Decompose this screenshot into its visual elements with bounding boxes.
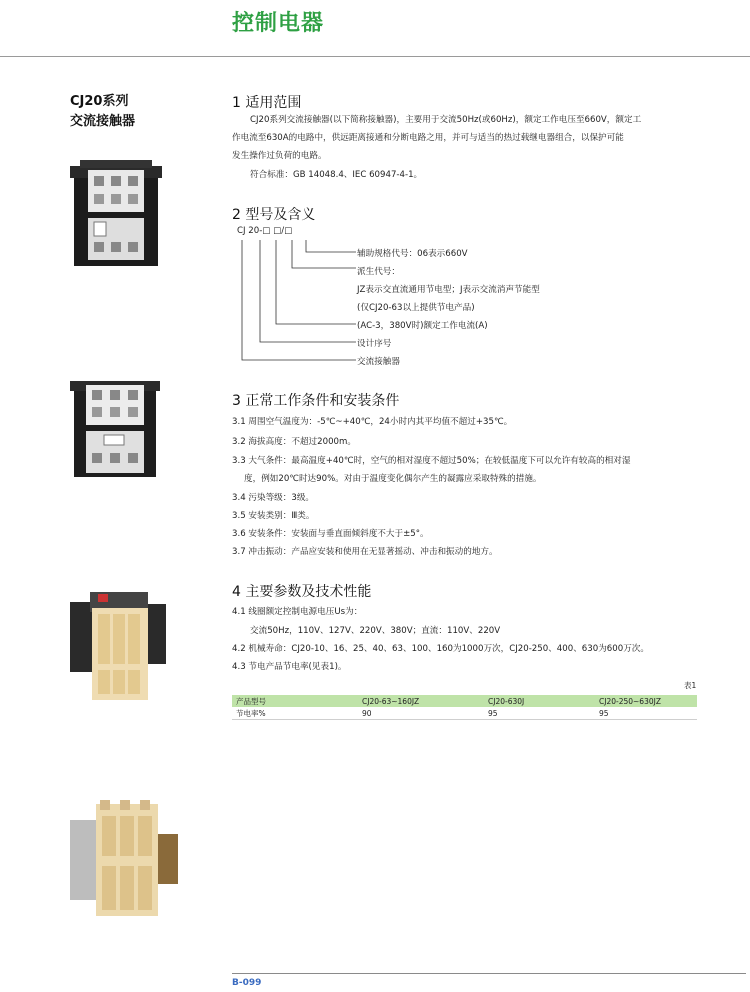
table-header-cell: CJ20-630J — [484, 695, 595, 707]
section-3-heading: 3 正常工作条件和安装条件 — [232, 393, 400, 409]
series-name: CJ20系列 — [70, 94, 129, 109]
table-cell: 95 — [484, 707, 595, 720]
table-cell: 90 — [358, 707, 484, 720]
condition-item-cont: 度，例如20℃时达90%。对由于温度变化偶尔产生的凝露应采取特殊的措施。 — [244, 474, 542, 484]
code-label-contactor: 交流接触器 — [357, 357, 400, 367]
code-label-derivative-detail: JZ表示交直流通用节电型；J表示交流消声节能型 — [357, 285, 540, 295]
contactor-image-3 — [68, 590, 168, 702]
section-2-heading: 2 型号及含义 — [232, 207, 316, 223]
series-type: 交流接触器 — [70, 114, 136, 129]
param-item: 4.1 线圈额定控制电源电压Us为： — [232, 607, 363, 617]
contactor-image-1 — [70, 160, 162, 270]
footer-divider — [232, 973, 746, 974]
condition-item: 3.2 海拔高度：不超过2000m。 — [232, 437, 356, 447]
condition-item: 3.6 安装条件：安装面与垂直面倾斜度不大于±5°。 — [232, 529, 429, 539]
table-row — [232, 707, 697, 720]
contactor-image-2 — [70, 375, 160, 481]
condition-item: 3.1 周围空气温度为：-5℃~+40℃，24小时内其平均值不超过+35℃。 — [232, 417, 513, 427]
param-item: 4.3 节电产品节电率(见表1)。 — [232, 662, 347, 672]
code-label-derivative-note: (仅CJ20-63以上提供节电产品) — [357, 303, 475, 313]
table-caption: 表1 — [684, 681, 697, 690]
param-item-cont: 交流50Hz，110V、127V、220V、380V；直流：110V、220V — [250, 626, 501, 636]
table-header-cell: CJ20-63~160JZ — [358, 695, 484, 707]
code-label-aux-spec: 辅助规格代号：06表示660V — [357, 249, 468, 259]
table-cell: 95 — [595, 707, 697, 720]
table-header-cell: CJ20-250~630JZ — [595, 695, 697, 707]
condition-item: 3.4 污染等级：3级。 — [232, 493, 315, 503]
table-header-cell: 产品型号 — [232, 695, 358, 707]
page-number: B-099 — [232, 978, 262, 988]
param-item: 4.2 机械寿命：CJ20-10、16、25、40、63、100、160为1000万次，CJ20-250、400、630为600万次。 — [232, 644, 649, 654]
section-1-para-line-3: 发生操作过负荷的电路。 — [232, 151, 327, 161]
code-label-current: (AC-3，380V时)额定工作电流(A) — [357, 321, 488, 331]
model-code: CJ 20-□ □/□ — [237, 226, 293, 236]
power-saving-table — [232, 695, 697, 720]
code-label-derivative: 派生代号： — [357, 267, 400, 277]
page-title: 控制电器 — [232, 11, 325, 36]
table-header-row — [232, 695, 697, 707]
model-code-bracket-diagram — [236, 232, 358, 368]
contactor-image-4 — [70, 800, 180, 918]
product-series-label — [70, 92, 135, 132]
header-divider — [0, 56, 750, 57]
section-1-para-line-2: 作电流至630A的电路中，供远距离接通和分断电路之用，并可与适当的热过载继电器组合，以保护可能 — [232, 133, 624, 143]
table-cell: 节电率% — [232, 707, 358, 720]
condition-item: 3.7 冲击振动：产品应安装和使用在无显著摇动、冲击和振动的地方。 — [232, 547, 498, 557]
condition-item: 3.5 安装类别：Ⅲ类。 — [232, 511, 315, 521]
section-1-standard: 符合标准：GB 14048.4、IEC 60947-4-1。 — [250, 170, 423, 180]
section-1-heading: 1 适用范围 — [232, 95, 302, 111]
section-1-para-line-1: CJ20系列交流接触器(以下简称接触器)，主要用于交流50Hz(或60Hz)，额定工作电压至660V，额定工 — [250, 115, 642, 125]
condition-item: 3.3 大气条件：最高温度+40℃时，空气的相对湿度不超过50%；在较低温度下可以允许有较高的相对湿 — [232, 456, 631, 466]
code-label-design-no: 设计序号 — [357, 339, 392, 349]
section-4-heading: 4 主要参数及技术性能 — [232, 584, 372, 600]
